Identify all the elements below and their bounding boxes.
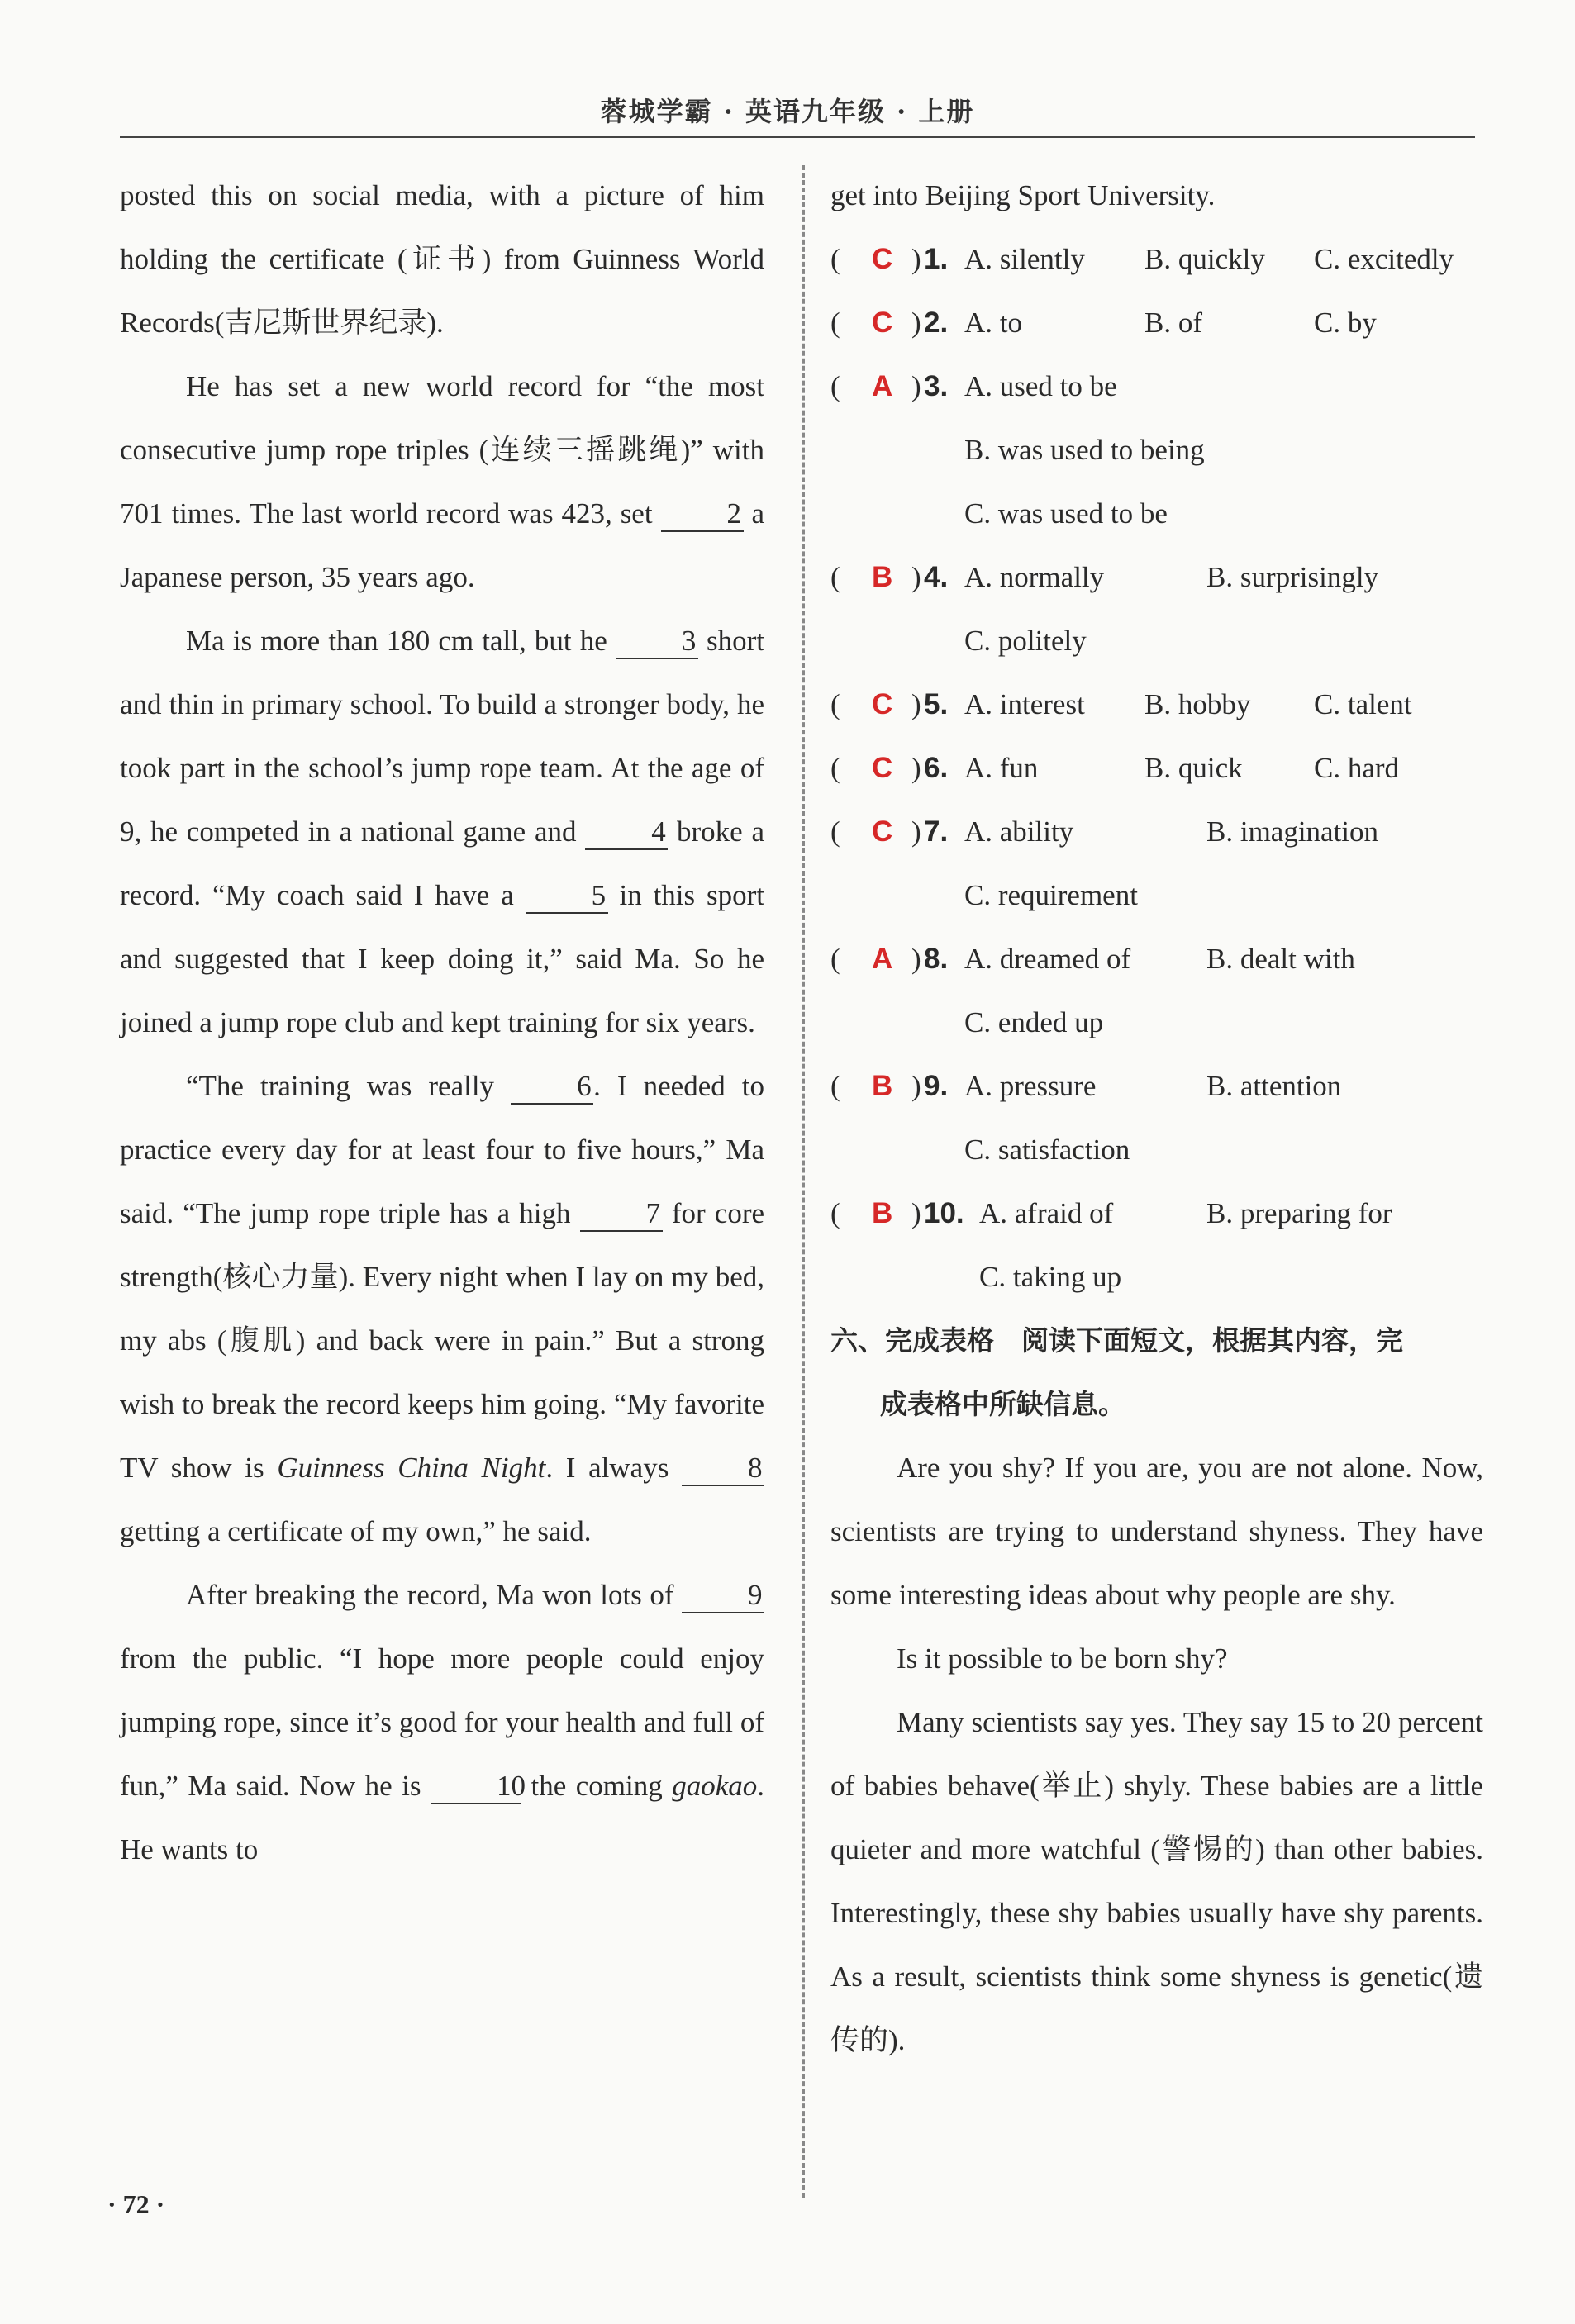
text: from the public. “I hope more people could enjoy jumping rope, since it’s good for your health and full of fun,” Ma said. Now he is <box>120 1642 764 1802</box>
paragraph-continuation: posted this on social media, with a picture of him holding the certificate (证书) from Guinness World Records(吉尼斯世界纪录). <box>120 179 764 339</box>
text: He has set a new world record for “the most consecutive jump rope triples (连续三摇跳绳)” with 701 times. The last world record was 423, set <box>120 370 764 530</box>
paren-left: ( <box>830 561 840 593</box>
option-b: B. quick <box>1144 752 1243 784</box>
question-2 <box>830 291 1483 354</box>
question-number: 1. <box>924 243 949 275</box>
paren-right: ) <box>911 1070 921 1102</box>
option-b: B. was used to being <box>964 434 1205 466</box>
question-3 <box>830 354 1483 418</box>
blank-4: 4 <box>585 815 668 850</box>
text: broke a record. “My coach said I have a <box>120 815 764 911</box>
question-1 <box>830 227 1483 291</box>
text: 成表格中所缺信息。 <box>880 1388 1125 1420</box>
question-7-line-2 <box>830 863 1483 927</box>
paren-right: ) <box>911 243 921 275</box>
option-a: A. used to be <box>964 370 1117 402</box>
option-c: C. satisfaction <box>964 1133 1130 1166</box>
text: short and thin in primary school. To build a stronger body, he took part in the school’s jump rope team. At the age of 9, he competed in a national game and <box>120 625 765 848</box>
answer-3: A <box>872 370 893 402</box>
option-c: C. excitedly <box>1314 243 1454 275</box>
option-a: A. fun <box>964 752 1039 784</box>
option-a: A. silently <box>964 243 1085 275</box>
paren-left: ( <box>830 1197 840 1229</box>
option-b: B. hobby <box>1144 688 1251 720</box>
option-c: C. requirement <box>964 879 1138 911</box>
paren-right: ) <box>911 561 921 593</box>
blank-6: 6 <box>511 1070 593 1105</box>
left-column <box>120 164 764 1881</box>
question-number: 3. <box>924 370 949 402</box>
paren-left: ( <box>830 688 840 720</box>
text: “The training was really <box>186 1070 495 1102</box>
blank-9: 9 <box>682 1579 764 1613</box>
tv-show-title: Guinness China Night <box>277 1452 546 1484</box>
question-number: 6. <box>924 752 949 784</box>
question-number: 7. <box>924 815 949 848</box>
answer-6: C <box>872 752 893 784</box>
text: . He wants to <box>120 1770 765 1865</box>
question-3-line-3 <box>830 482 1483 545</box>
option-c: C. taking up <box>979 1261 1122 1293</box>
answer-10: B <box>872 1197 893 1229</box>
header-rule <box>120 136 1475 138</box>
paren-left: ( <box>830 815 840 848</box>
paragraph-shy-intro: Are you shy? If you are, you are not alone. Now, scientists are trying to understand shyness. They have some interesting ideas about why people are shy. <box>830 1452 1483 1611</box>
text: getting a certificate of my own,” he said. <box>120 1515 592 1547</box>
option-a: A. normally <box>964 561 1105 593</box>
question-9-line-2 <box>830 1118 1483 1181</box>
paragraph-record <box>120 354 764 609</box>
text: in this sport and suggested that I keep doing it,” said Ma. So he joined a jump rope club and kept training for six years. <box>120 879 765 1038</box>
paren-right: ) <box>911 307 921 339</box>
option-b: B. imagination <box>1206 815 1379 848</box>
answer-8: A <box>872 943 893 975</box>
blank-7: 7 <box>580 1197 663 1232</box>
paren-right: ) <box>911 752 921 784</box>
question-8 <box>830 927 1483 991</box>
paren-right: ) <box>911 1197 921 1229</box>
text: After breaking the record, Ma won lots of <box>186 1579 674 1611</box>
blank-10: 10 <box>431 1770 521 1804</box>
option-a: A. afraid of <box>979 1197 1114 1229</box>
question-5 <box>830 672 1483 736</box>
question-6 <box>830 736 1483 800</box>
text: . I always <box>545 1452 669 1484</box>
running-header: 蓉城学霸 · 英语九年级 · 上册 <box>600 96 975 127</box>
question-number: 8. <box>924 943 949 975</box>
paren-right: ) <box>911 943 921 975</box>
text: the coming <box>531 1770 663 1802</box>
question-4 <box>830 545 1483 609</box>
paren-right: ) <box>911 815 921 848</box>
paren-left: ( <box>830 752 840 784</box>
paren-left: ( <box>830 307 840 339</box>
answer-2: C <box>872 307 893 339</box>
answer-1: C <box>872 243 893 275</box>
option-c: C. was used to be <box>964 497 1168 530</box>
paren-left: ( <box>830 370 840 402</box>
question-number: 9. <box>924 1070 949 1102</box>
page-number: · 72 · <box>107 2189 165 2219</box>
paren-left: ( <box>830 1070 840 1102</box>
question-3-line-2 <box>830 418 1483 482</box>
question-9 <box>830 1054 1483 1118</box>
paren-right: ) <box>911 688 921 720</box>
option-c: C. talent <box>1314 688 1412 720</box>
option-b: B. attention <box>1206 1070 1342 1102</box>
option-c: C. hard <box>1314 752 1400 784</box>
paren-left: ( <box>830 943 840 975</box>
option-b: B. preparing for <box>1206 1197 1392 1229</box>
paren-right: ) <box>911 370 921 402</box>
option-a: A. pressure <box>964 1070 1097 1102</box>
question-7 <box>830 800 1483 863</box>
option-b: B. surprisingly <box>1206 561 1379 593</box>
option-b: B. dealt with <box>1206 943 1355 975</box>
paragraph-training <box>120 1054 764 1563</box>
option-c: C. politely <box>964 625 1087 657</box>
option-b: B. of <box>1144 307 1202 339</box>
blank-5: 5 <box>526 879 608 914</box>
paragraph-scientists: Many scientists say yes. They say 15 to 20 percent of babies behave(举止) shyly. These babies are a little quieter and more watchful (警惕的) than other babies. Interestingly, these shy babies usually have shy parents. As a result, scientists think some shyness is genetic(遗传的). <box>830 1706 1483 2056</box>
question-8-line-2 <box>830 991 1483 1054</box>
section-title: 六、完成表格 阅读下面短文，根据其内容，完 <box>830 1324 1403 1357</box>
paragraph-childhood <box>120 609 764 1054</box>
section-title-line-2 <box>830 1372 1483 1436</box>
text: Ma is more than 180 cm tall, but he <box>186 625 607 657</box>
column-divider <box>802 165 805 2198</box>
option-a: A. to <box>964 307 1022 339</box>
paragraph-question: Is it possible to be born shy? <box>897 1642 1228 1675</box>
option-a: A. dreamed of <box>964 943 1131 975</box>
option-b: B. quickly <box>1144 243 1265 275</box>
option-c: C. ended up <box>964 1006 1104 1038</box>
option-a: A. ability <box>964 815 1074 848</box>
paragraph-after-record <box>120 1563 764 1881</box>
option-c: C. by <box>1314 307 1377 339</box>
text: . I needed to practice every day for at least four to five hours,” Ma said. “The jump rope triple has a high <box>120 1070 765 1229</box>
right-column <box>830 164 1483 2072</box>
question-10-line-2 <box>830 1245 1483 1309</box>
blank-3: 3 <box>616 625 698 659</box>
paren-left: ( <box>830 243 840 275</box>
question-number: 10. <box>924 1197 964 1229</box>
answer-4: B <box>872 561 893 593</box>
question-number: 5. <box>924 688 949 720</box>
blank-2: 2 <box>661 497 744 532</box>
answer-5: C <box>872 688 893 720</box>
blank-8: 8 <box>682 1452 764 1486</box>
text: a Japanese person, 35 years ago. <box>120 497 765 593</box>
question-10 <box>830 1181 1483 1245</box>
answer-7: C <box>872 815 893 848</box>
question-number: 4. <box>924 561 949 593</box>
question-number: 2. <box>924 307 949 339</box>
question-4-line-2 <box>830 609 1483 672</box>
paragraph-continuation-right: get into Beijing Sport University. <box>830 179 1216 211</box>
option-a: A. interest <box>964 688 1085 720</box>
gaokao-term: gaokao <box>672 1770 758 1802</box>
text: for core strength(核心力量). Every night when I lay on my bed, my abs (腹肌) and back were in pain.” But a strong wish to break the record keeps him going. “My favorite TV show is <box>120 1197 765 1484</box>
answer-9: B <box>872 1070 893 1102</box>
